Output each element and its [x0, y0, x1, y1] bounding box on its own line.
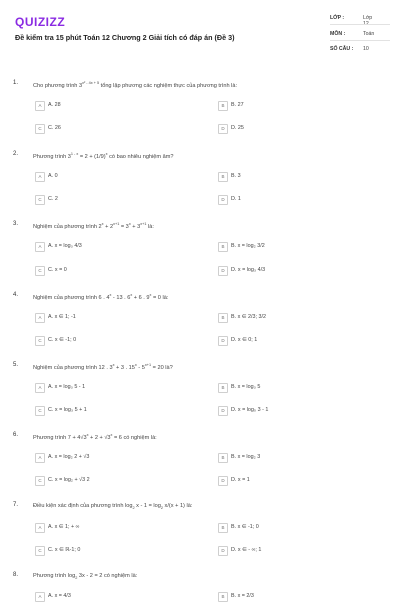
option-text: D. x = 1 [231, 477, 250, 483]
question-text: Phương trình $\log_2 3x - 2 = 2$ có nghiệm là: [33, 573, 138, 581]
option-text: A. x = log₃ 5 - 1 [48, 384, 86, 390]
option-text: D. 1 [231, 196, 241, 202]
option-letter: A [35, 523, 45, 533]
meta-value: Lớp 12 [363, 15, 373, 27]
option-letter: D [218, 195, 228, 205]
question-number: 5. [13, 362, 19, 368]
option-letter: B [218, 592, 228, 602]
option-letter: C [35, 336, 45, 346]
option-text: B. 3 [231, 173, 241, 179]
option-letter: B [218, 313, 228, 323]
option-letter: A [35, 453, 45, 463]
option-text: C. x = log₃ 5 + 1 [48, 407, 87, 413]
option-text: A. x = 4/3 [48, 593, 71, 599]
question-number: 3. [13, 221, 19, 227]
option-text: D. 25 [231, 125, 244, 131]
option-text: B. x ∈ 2/3; 3/2 [231, 314, 266, 320]
option-letter: C [35, 124, 45, 134]
option-text: A. x ∈ 1; -1 [48, 314, 76, 320]
option-letter: A [35, 592, 45, 602]
option-text: B. x = 2/3 [231, 593, 254, 599]
header [0, 0, 400, 64]
quizizz-logo: QUIZIZZ [15, 15, 66, 29]
meta-value: Toán [363, 31, 375, 37]
option-letter: A [35, 101, 45, 111]
option-text: A. 0 [48, 173, 58, 179]
question-number: 7. [13, 502, 19, 508]
option-text: C. x ∈ -1; 0 [48, 337, 77, 343]
question-text: Nghiệm của phương trình 6 . 4$^x$ - 13 . $6^x + 6$ . $9^x = 0$ là: [33, 293, 169, 301]
meta-label: MÔN : [330, 31, 346, 37]
option-letter: B [218, 172, 228, 182]
meta-label: SỐ CÂU : [330, 46, 354, 52]
option-text: B. 27 [231, 102, 244, 108]
option-letter: C [35, 266, 45, 276]
option-letter: A [35, 242, 45, 252]
option-letter: D [218, 266, 228, 276]
option-letter: D [218, 546, 228, 556]
page-title: Đề kiểm tra 15 phút Toán 12 Chương 2 Giải tích có đáp án (Đề 3) [15, 33, 235, 42]
option-letter: C [35, 546, 45, 556]
option-letter: B [218, 523, 228, 533]
option-letter: B [218, 453, 228, 463]
question-text: Phương trình $7 + 4√3^x + 2 + √3^x = 6$ có nghiệm là: [33, 433, 157, 441]
meta-label: LỚP : [330, 15, 345, 21]
option-letter: B [218, 383, 228, 393]
option-text: C. x ∈ ℝ-1; 0 [48, 547, 81, 553]
option-text: C. 26 [48, 125, 61, 131]
option-letter: D [218, 406, 228, 416]
option-text: B. x = log₃ 5 [231, 384, 261, 390]
option-text: D. x = log₅ 3 - 1 [231, 407, 269, 413]
option-text: A. x = log₂ 2 + √3 [48, 454, 90, 460]
question-text: Nghiệm của phương trình 12 . $3^x + 3$ . $15^x - 5^{x+1} = 20$ là? [33, 363, 173, 371]
question-text: Nghiệm của phương trình $2^x + 2^{x+1} = 3^x + 3^{x+1}$ là: [33, 222, 154, 230]
question-text: Điều kiện xác định của phương trình $\log_2 x - 1 = \log_2 x/(x + 1)$ là: [33, 503, 193, 511]
option-letter: D [218, 124, 228, 134]
option-text: D. x = log₃ 4/3 [231, 267, 266, 273]
option-text: B. x = log₂ 3/2 [231, 243, 265, 249]
option-letter: C [35, 406, 45, 416]
option-letter: A [35, 383, 45, 393]
option-text: D. x ∈ 0; 1 [231, 337, 258, 343]
meta-value: 10 [363, 46, 369, 52]
option-letter: C [35, 195, 45, 205]
option-letter: D [218, 476, 228, 486]
option-text: C. x = log₂ + √3 2 [48, 477, 90, 483]
question-number: 2. [13, 151, 19, 157]
option-letter: B [218, 101, 228, 111]
divider [330, 24, 390, 25]
option-letter: C [35, 476, 45, 486]
option-letter: B [218, 242, 228, 252]
option-letter: A [35, 172, 45, 182]
option-text: B. x ∈ -1; 0 [231, 524, 259, 530]
divider [330, 40, 390, 41]
question-number: 6. [13, 432, 19, 438]
question-text: Phương trình $3^{1 - x} = 2 + (1/9)^x$ có bao nhiêu nghiệm âm? [33, 152, 174, 160]
question-number: 4. [13, 292, 19, 298]
option-text: C. x = 0 [48, 267, 67, 273]
option-text: A. 28 [48, 102, 61, 108]
question-number: 8. [13, 572, 19, 578]
option-text: A. x = log₃ 4/3 [48, 243, 82, 249]
option-letter: A [35, 313, 45, 323]
option-text: D. x ∈ - ∞; 1 [231, 547, 262, 553]
option-text: C. 2 [48, 196, 58, 202]
option-text: A. x ∈ 1; + ∞ [48, 524, 80, 530]
option-text: B. x = log₂ 3 [231, 454, 261, 460]
question-number: 1. [13, 80, 19, 86]
option-letter: D [218, 336, 228, 346]
question-text: Cho phương trình $3^{x^2 - 4x + 5}$ tổng lập phương các nghiệm thực của phương trình là: [33, 81, 238, 89]
